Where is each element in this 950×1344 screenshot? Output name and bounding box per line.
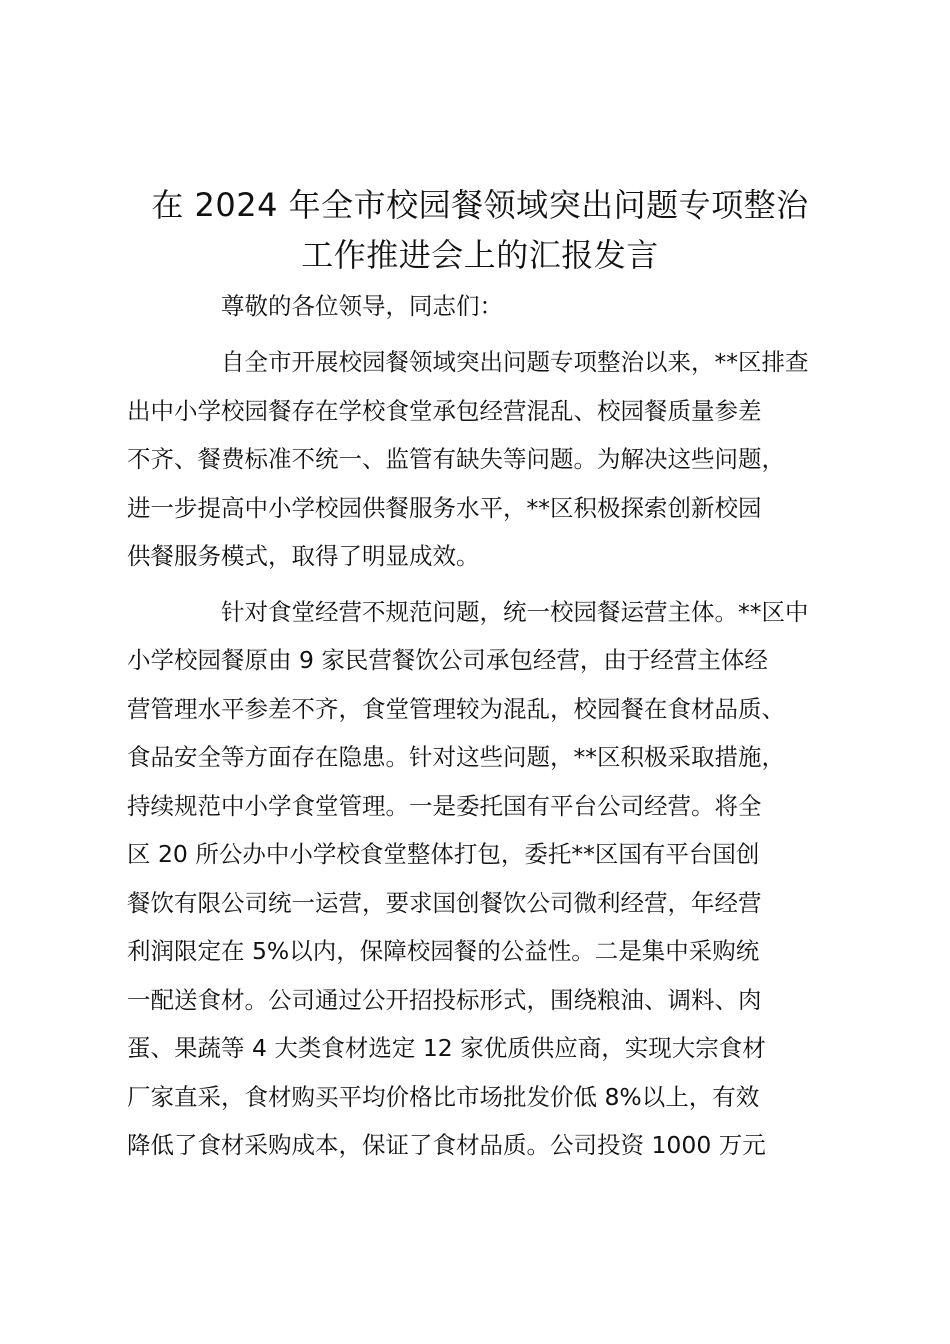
paragraph-2-line: 厂家直采，食材购买平均价格比市场批发价低 8%以上，有效 [127,1082,760,1111]
paragraph-1-line: 进一步提高中小学校园供餐服务水平，**区积极探索创新校园 [127,493,762,522]
paragraph-2-line: 小学校园餐原由 9 家民营餐饮公司承包经营，由于经营主体经 [127,646,768,674]
title-line-1: 在 2024 年全市校园餐领域突出问题专项整治 [151,186,809,224]
paragraph-2 [127,588,862,1170]
paragraph-2-line: 针对食堂经营不规范问题，统一校园餐运营主体。**区中 [221,597,809,626]
paragraph-2-line: 区 20 所公办中小学校食堂整体打包，委托**区国有平台国创 [127,840,760,868]
paragraph-2-line: 餐饮有限公司统一运营，要求国创餐饮公司微利经营，年经营 [127,888,762,917]
paragraph-1-line: 出中小学校园餐存在学校食堂承包经营混乱、校园餐质量参差 [127,396,762,425]
salutation-text: 尊敬的各位领导，同志们： [221,292,503,320]
title-line-2: 工作推进会上的汇报发言 [301,236,659,274]
paragraph-2-line: 利润限定在 5%以内，保障校园餐的公益性。二是集中采购统 [127,937,760,965]
paragraph-1 [127,338,862,581]
paragraph-2-line: 蛋、果蔬等 4 大类食材选定 12 家优质供应商，实现大宗食材 [127,1034,766,1062]
paragraph-2-line: 营管理水平参差不齐，食堂管理较为混乱，校园餐在食材品质、 [127,694,785,723]
paragraph-1-line: 自全市开展校园餐领域突出问题专项整治以来，**区排查 [221,348,809,376]
paragraph-2-line: 一配送食材。公司通过公开招投标形式，围绕粮油、调料、肉 [127,985,762,1014]
paragraph-2-line: 降低了食材采购成本，保证了食材品质。公司投资 1000 万元 [127,1131,766,1159]
paragraph-1-line: 不齐、餐费标准不统一、监管有缺失等问题。为解决这些问题， [127,445,785,473]
paragraph-2-line: 食品安全等方面存在隐患。针对这些问题，**区积极采取措施， [127,743,785,771]
document-title [110,180,850,280]
document-body [127,282,862,1170]
paragraph-2-line: 持续规范中小学食堂管理。一是委托国有平台公司经营。将全 [127,791,762,820]
paragraph-1-line: 供餐服务模式，取得了明显成效。 [127,542,480,570]
salutation [127,282,862,331]
